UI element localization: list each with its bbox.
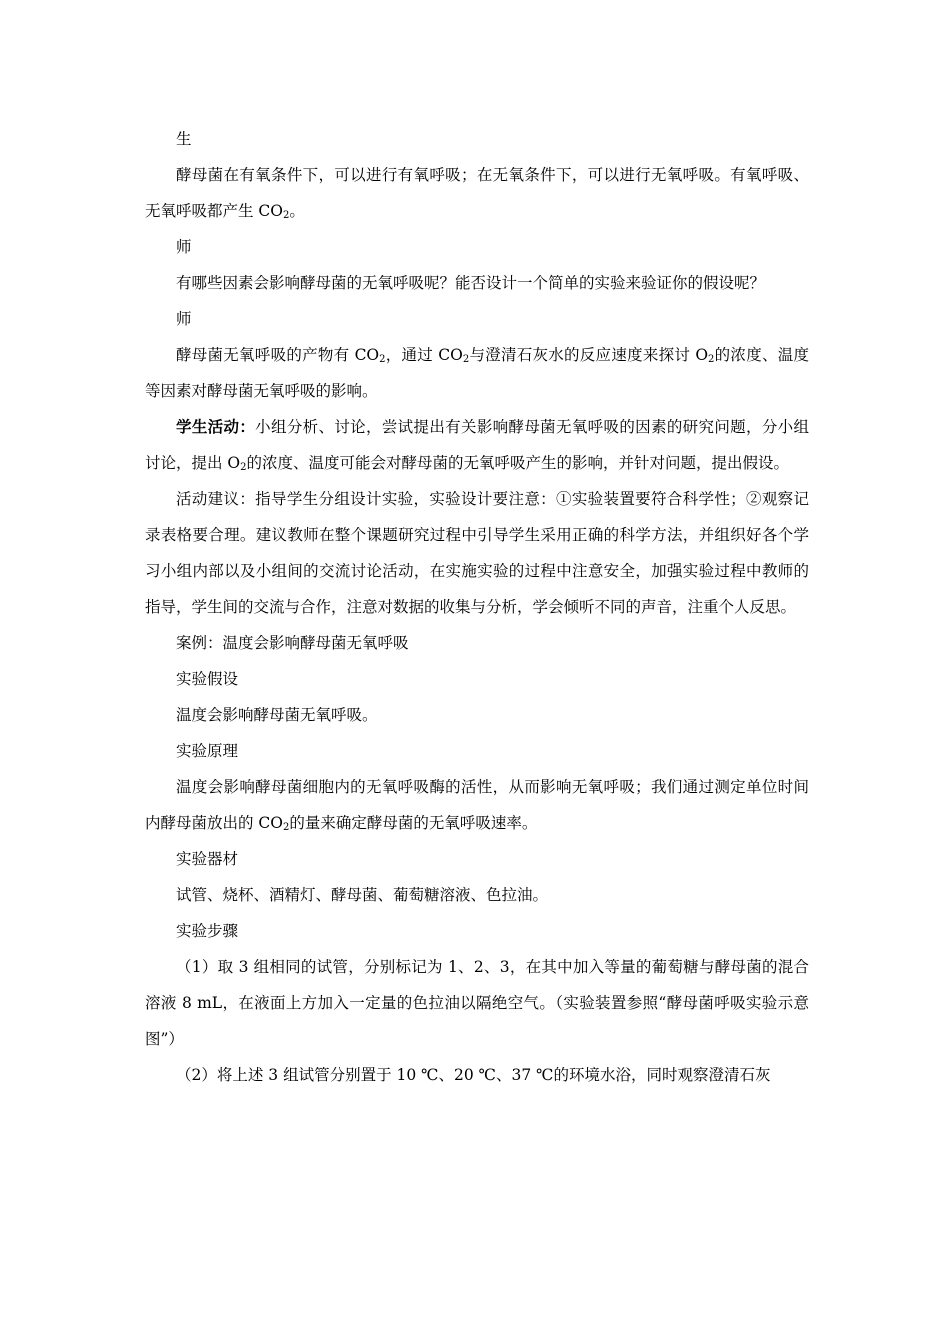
heading-hypothesis: 实验假设	[176, 670, 239, 688]
case-title: 案例：温度会影响酵母菌无氧呼吸	[176, 634, 409, 652]
paragraph-materials: 试管、烧杯、酒精灯、酵母菌、葡萄糖溶液、色拉油。	[176, 886, 549, 904]
heading-materials: 实验器材	[176, 850, 239, 868]
student-activity-label: 学生活动：	[176, 417, 256, 436]
paragraph-products: 酵母菌无氧呼吸的产物有 $CO_2$，通过 $CO_2$与澄清石灰水的反应速度来探讨 $O_2$的浓度、温度等因素对酵母菌无氧呼吸的影响。	[145, 346, 809, 400]
paragraph-question: 有哪些因素会影响酵母菌的无氧呼吸呢？能否设计一个简单的实验来验证你的假设呢？	[176, 274, 766, 292]
document-page	[145, 121, 809, 1093]
step-2: （2）将上述 3 组试管分别置于 10 ℃、20 ℃、37 ℃的环境水浴，同时观察澄清石灰	[176, 1066, 771, 1084]
speaker-teacher: 师	[176, 238, 192, 256]
paragraph-activity-suggestion: 活动建议：指导学生分组设计实验，实验设计要注意：①实验装置要符合科学性；②观察记录表格要合理。建议教师在整个课题研究过程中引导学生采用正确的科学方法，并组织好各个学习小组内部以及小组间的交流讨论活动，在实施实验的过程中注意安全，加强实验过程中教师的指导，学生间的交流与合作，注意对数据的收集与分析，学会倾听不同的声音，注重个人反思。	[145, 490, 809, 616]
paragraph-student-activity: 学生活动：小组分析、讨论，尝试提出有关影响酵母菌无氧呼吸的因素的研究问题，分小组讨论，提出 $O_2$的浓度、温度可能会对酵母菌的无氧呼吸产生的影响，并针对问题，提出假设。	[145, 417, 809, 473]
paragraph-aerobic-anaerobic: 酵母菌在有氧条件下，可以进行有氧呼吸；在无氧条件下，可以进行无氧呼吸。有氧呼吸、无氧呼吸都产生 $CO_2$。	[145, 166, 809, 221]
paragraph-hypothesis: 温度会影响酵母菌无氧呼吸。	[176, 706, 378, 724]
heading-steps: 实验步骤	[176, 922, 239, 940]
step-1: （1）取 3 组相同的试管，分别标记为 1、2、3，在其中加入等量的葡萄糖与酵母菌的混合溶液 8 mL，在液面上方加入一定量的色拉油以隔绝空气。（实验装置参照“酵母菌呼吸实验示意图”）	[145, 958, 809, 1048]
speaker-teacher-2: 师	[176, 310, 192, 328]
paragraph-principle: 温度会影响酵母菌细胞内的无氧呼吸酶的活性，从而影响无氧呼吸；我们通过测定单位时间内酵母菌放出的 $CO_2$的量来确定酵母菌的无氧呼吸速率。	[145, 778, 809, 833]
heading-principle: 实验原理	[176, 742, 239, 760]
speaker-student: 生	[176, 130, 192, 148]
